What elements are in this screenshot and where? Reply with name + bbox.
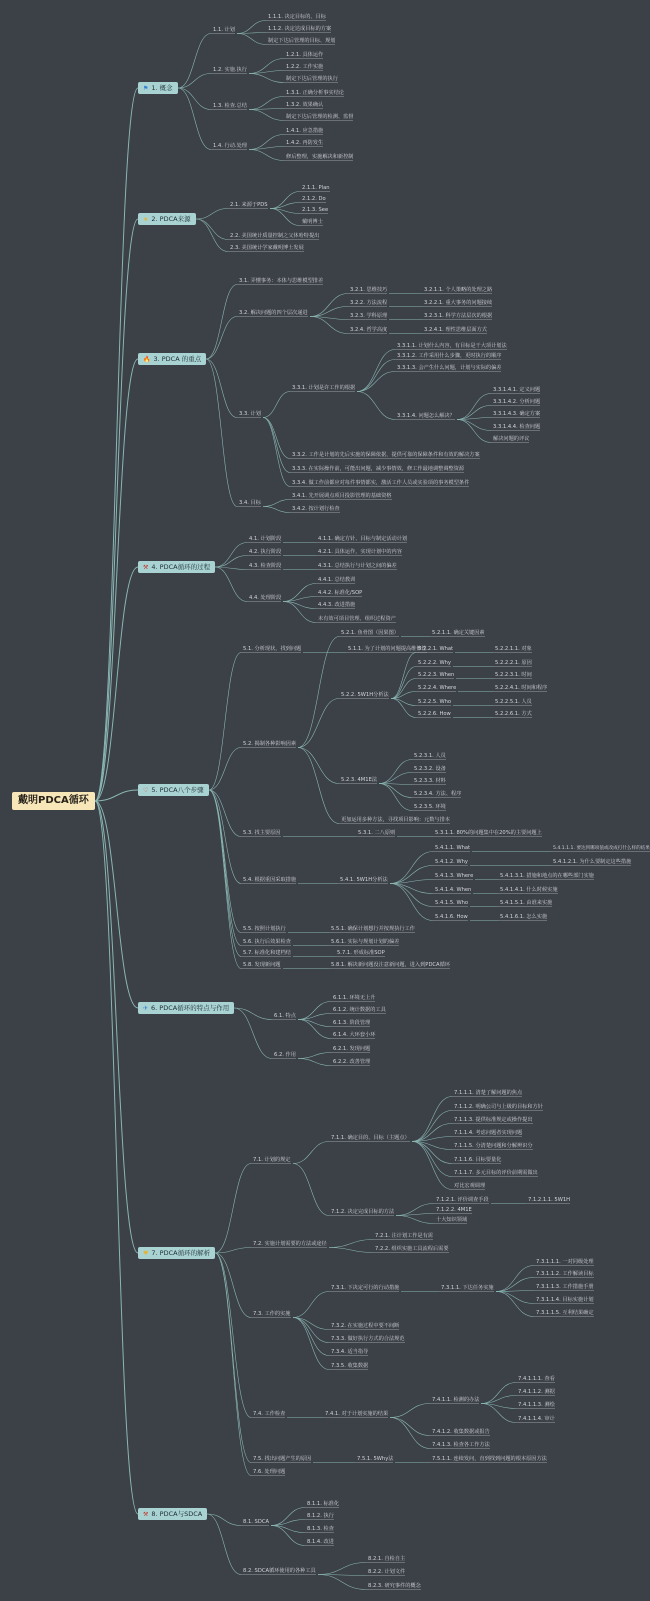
connector-line — [271, 1526, 305, 1546]
connector-line — [206, 359, 237, 418]
topic-node[interactable]: 1.4.1. 应急措施 — [286, 127, 324, 134]
topic-node[interactable]: 修后整理，实施解决和新控制 — [286, 153, 354, 160]
connector-line — [481, 1383, 516, 1404]
topic-node[interactable]: 5.4.1.6.1. 怎么实施 — [500, 913, 548, 920]
topic-node[interactable]: 3.2.3. 学科原理 — [350, 312, 388, 319]
connector-line — [95, 88, 138, 801]
topic-node[interactable]: 8.2. SDCA循环使用的各种工具 — [243, 1567, 316, 1574]
topic-node[interactable]: 7.4. 工作检查 — [253, 1410, 286, 1417]
topic-node[interactable]: 7.4.1.1. 检测的办法 — [432, 1396, 480, 1403]
topic-node[interactable]: 4.2.1. 具体运作，实现计划中的内容 — [318, 548, 402, 555]
topic-node[interactable]: 6.1.4. 大环套小环 — [333, 1031, 376, 1038]
topic-node[interactable]: 5.6. 执行后效果检查 — [243, 938, 291, 945]
connector-line — [391, 699, 416, 706]
connector-line — [496, 1278, 534, 1292]
topic-node[interactable]: 解决问题的评议 — [493, 435, 530, 442]
topic-node[interactable]: 5.2.2.6. How — [418, 710, 451, 717]
topic-node[interactable]: 7.1.1.4. 考虑问题者实现问题 — [454, 1129, 523, 1136]
connector-line — [263, 392, 290, 418]
topic-node[interactable]: 7.1.2. 决定完成目标的方法 — [331, 1208, 395, 1215]
connector-line — [390, 884, 433, 921]
topic-node[interactable]: 5.4.1.1.1. 要达到哪项值或改成打什么样的结果 — [553, 845, 650, 851]
topic-node[interactable]: 1.2.1. 具体运作 — [286, 51, 324, 58]
topic-node[interactable]: 7.3.1. 下决定可行的行动措施 — [331, 1284, 400, 1291]
topic-node[interactable]: 3.4. 目标 — [239, 499, 261, 506]
topic-node[interactable]: 5.4.1.1. What — [435, 844, 471, 851]
connector-line — [357, 392, 395, 420]
topic-node[interactable]: 4.3.1. 总结执行与计划之间的偏差 — [318, 562, 397, 569]
topic-node[interactable]: 3.2. 解决问题的四个层次递进 — [239, 309, 308, 316]
connector-line — [237, 21, 266, 34]
connector-line — [298, 1053, 331, 1059]
topic-node[interactable]: 8.2.1. 自检自主 — [368, 1555, 406, 1562]
topic-node[interactable]: 5.2.3. 4M1E法 — [341, 776, 378, 783]
topic-node[interactable]: 7.3.1.1.1. 一对同级处理 — [536, 1258, 594, 1265]
topic-node[interactable]: 5.2.1.1. 确定关键因素 — [432, 629, 485, 636]
topic-node[interactable]: 5.2.2.1.1. 对象 — [495, 645, 532, 652]
connector-line — [209, 790, 241, 969]
topic-node[interactable]: 8.1.2. 执行 — [307, 1512, 334, 1519]
topic-node[interactable]: 5.2.2.4.1. 时间和程序 — [495, 684, 548, 691]
topic-node[interactable]: 3.4.2. 按计划行检查 — [292, 505, 340, 512]
topic-node[interactable]: 制定下达后管理的目标、规划 — [268, 37, 336, 44]
connector-line — [249, 150, 284, 161]
connector-line — [412, 1142, 452, 1177]
connector-line — [412, 1142, 452, 1190]
section-topic-7[interactable] — [138, 1247, 215, 1259]
connector-line — [390, 884, 433, 907]
topic-node[interactable]: 1.4. 行动.处理 — [213, 142, 247, 149]
connector-line — [263, 500, 290, 507]
section-label: 6. PDCA循环的特点与作用 — [151, 1004, 230, 1012]
topic-node[interactable]: 5.2.1. 鱼骨图（因果图） — [341, 629, 399, 636]
connector-line — [457, 420, 491, 443]
topic-node[interactable]: 8.1. SDCA — [243, 1518, 270, 1525]
topic-node[interactable]: 3.3.1.4. 问题怎么解决？ — [397, 412, 455, 419]
topic-node[interactable]: 5.2.2.3. When — [418, 671, 455, 678]
topic-node[interactable]: 1.3. 检查.总结 — [213, 102, 247, 109]
connector-line — [318, 1563, 366, 1575]
connector-line — [215, 1253, 251, 1476]
topic-node[interactable]: 3.3.1.4.3. 确定方案 — [493, 410, 541, 417]
connector-line — [396, 1214, 434, 1216]
topic-node[interactable]: 3.3.4. 做工作前都应对每件事情都实，激活工作人员或实验项的事务模型条件 — [292, 479, 470, 486]
topic-node[interactable]: 7.4.1.3. 检查各工作方法 — [432, 1441, 490, 1448]
topic-node[interactable]: 对比宏观调理 — [454, 1182, 486, 1189]
section-label: 3. PDCA 的重点 — [153, 355, 202, 363]
connector-line — [390, 866, 433, 884]
topic-node[interactable]: 7.5. 找出问题产生的原因 — [253, 1455, 312, 1462]
topic-node[interactable]: 5.2.2.1. What — [418, 645, 454, 652]
connector-line — [215, 543, 247, 568]
connector-line — [457, 394, 491, 420]
topic-node[interactable]: 6.1.3. 阶段管理 — [333, 1019, 371, 1026]
topic-node[interactable]: 5.2.2.2.1. 原因 — [495, 659, 532, 666]
connector-line — [178, 88, 211, 110]
topic-node[interactable]: 7.1.1.3. 提供标准规定或操作提出 — [454, 1116, 533, 1123]
topic-node[interactable]: 7.1.2.2. 4M1E — [436, 1206, 472, 1213]
connector-line — [318, 1575, 366, 1590]
topic-node[interactable]: 未有效可项目管理、组织过程资产 — [318, 615, 396, 622]
connector-line — [412, 1097, 452, 1142]
topic-node[interactable]: 7.1.1.5. 分清楚问题和分解辨识分 — [454, 1142, 533, 1149]
connector-line — [178, 88, 211, 150]
topic-node[interactable]: 5.4.1.6. How — [435, 913, 468, 920]
connector-line — [95, 567, 138, 801]
connector-line — [215, 567, 247, 602]
connector-line — [390, 852, 433, 884]
flag-icon: ⚑ — [143, 85, 149, 92]
topic-node[interactable]: 5.2.3.5. 环境 — [414, 803, 446, 810]
connector-line — [293, 1318, 329, 1343]
connector-line — [379, 784, 412, 798]
connector-line — [496, 1292, 534, 1304]
connector-line — [215, 1164, 251, 1254]
heart-icon: ♥ — [143, 1250, 149, 1257]
connector-line — [298, 748, 339, 784]
topic-node[interactable]: 5.2.3.1. 人员 — [414, 752, 446, 759]
topic-node[interactable]: 制定下达后管理的执行 — [286, 75, 338, 82]
topic-node[interactable]: 4.4.1. 总结教训 — [318, 576, 356, 583]
topic-node[interactable]: 7.1.1.6. 目标要量化 — [454, 1156, 502, 1163]
root-topic[interactable]: 戴明PDCA循环 — [12, 792, 95, 810]
connector-line — [207, 1514, 241, 1526]
connector-line — [196, 219, 228, 240]
topic-node[interactable]: 2.1. 来源于PDS — [230, 201, 268, 208]
topic-node[interactable]: 3.3.3. 在实际操作前，可能出问题，减少事情效，修工作最地调整调整资源 — [292, 465, 465, 472]
topic-node[interactable]: 7.5.1. 5Why法 — [357, 1455, 394, 1462]
connector-line — [329, 1240, 373, 1248]
topic-node[interactable]: 5.4.1. 5W1H分析法 — [340, 876, 388, 883]
connector-line — [390, 1404, 430, 1418]
topic-node[interactable]: 7.3. 工作的实施 — [253, 1310, 291, 1317]
topic-node[interactable]: 2.2. 美国统计质量控制之父休哈特提出 — [230, 232, 320, 239]
topic-node[interactable]: 3.3.1. 计划是许工作的根据 — [292, 384, 356, 391]
connector-line — [357, 350, 395, 392]
topic-node[interactable]: 7.4.1.2. 收集数据或报告 — [432, 1428, 490, 1435]
connector-line — [293, 1142, 329, 1164]
topic-node[interactable]: 7.3.1.1. 下达任务实施 — [441, 1284, 494, 1291]
topic-node[interactable]: 4.4.3. 改进措施 — [318, 601, 356, 608]
topic-node[interactable]: 7.3.2. 在实施过程中要不间断 — [331, 1322, 400, 1329]
section-topic-8[interactable] — [138, 1508, 207, 1520]
topic-node[interactable]: 6.2.1. 发现问题 — [333, 1045, 371, 1052]
topic-node[interactable]: 5.2.2.5. Who — [418, 698, 452, 705]
topic-node[interactable]: 5.2.2.5.1. 人员 — [495, 698, 532, 705]
connector-line — [270, 192, 300, 209]
connector-line — [329, 1248, 373, 1253]
topic-node[interactable]: 7.4.1.1.4. 审计 — [518, 1415, 555, 1422]
connector-line — [379, 760, 412, 784]
topic-node[interactable]: 3.2.4. 哲学高度 — [350, 326, 388, 333]
topic-node[interactable]: 5.5.1. 确保计划想行并按规执行工作 — [331, 925, 415, 932]
topic-node[interactable]: 4.4. 处理阶段 — [249, 594, 282, 601]
topic-node[interactable]: 5.6.1. 实际与规划计划的偏差 — [331, 938, 400, 945]
connector-line — [249, 59, 284, 74]
topic-node[interactable]: 7.3.3. 做好执行方式的合法规范 — [331, 1335, 405, 1342]
star-icon: ★ — [143, 216, 149, 223]
topic-node[interactable]: 5.3.1.1. 80%的问题集中在20%的主要问题上 — [435, 829, 542, 836]
tools-icon: ⚒ — [143, 564, 149, 571]
topic-node[interactable]: 1.4.2. 再防发生 — [286, 139, 324, 146]
section-label: 5. PDCA八个步骤 — [151, 786, 204, 794]
topic-node[interactable]: 5.1. 分析现状，找到问题 — [243, 645, 302, 652]
topic-node[interactable]: 5.7. 标准化和建档结 — [243, 949, 291, 956]
connector-line — [196, 219, 228, 252]
topic-node[interactable]: 7.3.4. 适当指导 — [331, 1348, 369, 1355]
section-topic-2[interactable] — [138, 213, 196, 225]
connector-line — [95, 219, 138, 801]
connector-line — [298, 1020, 331, 1027]
topic-node[interactable]: 5.4.1.2.1. 为什么要制定这些措施 — [553, 858, 632, 865]
topic-node[interactable]: 2.1.2. Do — [302, 195, 326, 202]
section-topic-4[interactable] — [138, 561, 215, 573]
topic-node[interactable]: 5.2.2.6.1. 方式 — [495, 710, 532, 717]
topic-node[interactable]: 5.2.3.3. 材料 — [414, 777, 446, 784]
topic-node[interactable]: 5.4.1.2. Why — [435, 858, 468, 865]
connector-line — [249, 74, 284, 83]
topic-node[interactable]: 1.2. 实施.执行 — [213, 66, 247, 73]
connector-line — [310, 317, 348, 334]
topic-node[interactable]: 6.1.1. 环境无上升 — [333, 994, 376, 1001]
connector-line — [481, 1404, 516, 1423]
section-label: 4. PDCA循环的过程 — [151, 563, 211, 571]
topic-node[interactable]: 7.6. 处理问题 — [253, 1468, 286, 1475]
topic-node[interactable]: 7.2.1. 注计划工作是有需 — [375, 1232, 433, 1239]
topic-node[interactable]: 3.3. 计划 — [239, 410, 261, 417]
topic-node[interactable]: 7.3.5. 收集数据 — [331, 1362, 369, 1369]
connector-line — [396, 1216, 434, 1224]
topic-node[interactable]: 3.3.1.1. 计划什么内容，有目标是干大项计划法 — [397, 342, 507, 349]
topic-node[interactable]: 5.4.1.3. Where — [435, 872, 474, 879]
topic-node[interactable]: 2.3. 美国统计学家戴明博士发展 — [230, 244, 304, 251]
topic-node[interactable]: 7.4.1.1.3. 测绘 — [518, 1401, 555, 1408]
topic-node[interactable]: 6.1.2. 统计数据的工具 — [333, 1006, 386, 1013]
topic-node[interactable]: 更加运用多种方法，寻找项目影响：元数与排本 — [341, 816, 450, 823]
connector-line — [95, 359, 138, 801]
topic-node[interactable]: 5.1.1. 为了计划的问题提高维修性 — [348, 645, 427, 652]
connector-line — [293, 1164, 329, 1216]
topic-node[interactable]: 4.3. 检查阶段 — [249, 562, 282, 569]
connector-line — [357, 360, 395, 392]
topic-node[interactable]: 5.2.2. 5W1H分析法 — [341, 691, 389, 698]
tools-icon: ⚒ — [143, 1511, 149, 1518]
connector-line — [234, 1008, 272, 1059]
section-topic-5[interactable] — [138, 784, 209, 796]
topic-node[interactable]: 6.2. 作用 — [274, 1051, 296, 1058]
topic-node[interactable]: 5.4.1.4.1. 什么时候实施 — [500, 886, 558, 893]
topic-node[interactable]: 3.2.4.1. 理性思维层面方式 — [424, 326, 487, 333]
topic-node[interactable]: 7.1.1.1. 清楚了解问题的焦点 — [454, 1089, 523, 1096]
connector-line — [263, 507, 290, 513]
topic-node[interactable]: 3.1. 弄懂事务：本体与思维模型排差 — [239, 277, 324, 284]
connector-line — [95, 801, 138, 1008]
connector-line — [293, 1318, 329, 1370]
topic-node[interactable]: 3.2.3.1. 科学方法层次的根据 — [424, 312, 493, 319]
topic-node[interactable]: 8.1.3. 检查 — [307, 1525, 334, 1532]
connector-line — [271, 1526, 305, 1533]
topic-node[interactable]: 4.1.1. 确定方针、目标与制定活动计划 — [318, 535, 408, 542]
topic-node[interactable]: 5.3.1. 二八原则 — [358, 829, 396, 836]
topic-node[interactable]: 1.1. 计划 — [213, 26, 235, 33]
connector-line — [215, 1253, 251, 1318]
topic-node[interactable]: 1.2.2. 工作实施 — [286, 63, 324, 70]
topic-node[interactable]: 7.1.1.2. 明确公司与上级的目标和方针 — [454, 1103, 543, 1110]
topic-node[interactable]: 3.2.1. 思维技巧 — [350, 286, 388, 293]
connector-line — [391, 679, 416, 699]
topic-node[interactable]: 5.2.3.2. 设备 — [414, 765, 446, 772]
topic-node[interactable]: 4.4.2. 标准化/SOP — [318, 589, 363, 596]
topic-node[interactable]: 1.1.1. 决定目标的、目标 — [268, 13, 326, 20]
topic-node[interactable]: 5.2.3.4. 方法、程序 — [414, 790, 462, 797]
connector-line — [209, 748, 241, 791]
topic-node[interactable]: 5.4.1.3.1. 措施和地点的在哪些部门实施 — [500, 872, 594, 879]
topic-node[interactable]: 5.2.2.3.1. 时间 — [495, 671, 532, 678]
connector-line — [263, 418, 290, 487]
connector-line — [196, 209, 228, 220]
connector-line — [298, 1059, 331, 1066]
topic-node[interactable]: 8.2.3. 研究事件的概念 — [368, 1582, 421, 1589]
connector-line — [215, 556, 247, 568]
topic-node[interactable]: 7.4.1.1.1. 查看 — [518, 1375, 555, 1382]
section-topic-3[interactable] — [138, 353, 206, 365]
topic-node[interactable]: 3.3.1.4.1. 定义问题 — [493, 386, 541, 393]
connector-line — [95, 801, 138, 1253]
topic-node[interactable]: 3.3.1.4.4. 检查问题 — [493, 423, 541, 430]
topic-node[interactable]: 7.1.2.1.1. 5W1H — [528, 1196, 571, 1203]
topic-node[interactable]: 7.2. 实施计划需要的方法或途径 — [253, 1240, 327, 1247]
topic-node[interactable]: 3.3.2. 工作是计划的先后实施的保障依据，提供可靠的保障条件和有效的解决方案 — [292, 451, 480, 458]
section-topic-6[interactable] — [138, 1002, 234, 1014]
topic-node[interactable]: 5.8. 发现新问题 — [243, 961, 281, 968]
topic-node[interactable]: 5.2.2.2. Why — [418, 659, 451, 666]
heart-icon: ♡ — [143, 787, 149, 794]
fire-icon: 🔥 — [143, 356, 151, 363]
connector-line — [412, 1142, 452, 1164]
connector-line — [391, 699, 416, 718]
topic-node[interactable]: 5.3. 找主要原因 — [243, 829, 281, 836]
topic-node[interactable]: 1.3.1. 正确分析事实结论 — [286, 89, 344, 96]
topic-node[interactable]: 制定下达后管理的检测、监督 — [286, 113, 354, 120]
topic-node[interactable]: 戴明博士 — [302, 218, 323, 225]
topic-node[interactable]: 5.7.1. 形成标准SOP — [337, 949, 385, 956]
section-label: 1. 概念 — [151, 84, 173, 92]
topic-node[interactable]: 3.3.1.4.2. 分析问题 — [493, 398, 541, 405]
topic-node[interactable]: 7.1.1.7. 多元目标的评价前期需做出 — [454, 1169, 538, 1176]
connector-line — [178, 34, 211, 89]
topic-node[interactable]: 2.1.1. Plan — [302, 184, 330, 191]
connector-line — [249, 97, 284, 110]
connector-line — [390, 1418, 430, 1449]
topic-node[interactable]: 7.5.1.1. 连续发问，直到找到问题的根本原因方法 — [432, 1455, 547, 1462]
connector-line — [391, 667, 416, 699]
topic-node[interactable]: 7.3.1.1.4. 目标实施计划 — [536, 1296, 594, 1303]
topic-node[interactable]: 7.1.2.1. 评价调查手段 — [436, 1196, 489, 1203]
topic-node[interactable]: 5.4.1.5.1. 由谁来实施 — [500, 899, 553, 906]
connector-line — [263, 418, 290, 473]
connector-line — [310, 294, 348, 317]
topic-node[interactable]: 6.1. 特点 — [274, 1012, 296, 1019]
topic-node[interactable]: 3.3.1.2. 工作采用什么步骤，更时执行的顺序 — [397, 352, 502, 359]
connector-line — [215, 1253, 251, 1418]
connector-line — [249, 110, 284, 121]
topic-node[interactable]: 3.2.2. 方法流程 — [350, 299, 388, 306]
connector-line — [209, 790, 241, 957]
connector-line — [298, 748, 339, 824]
connector-line — [357, 372, 395, 392]
topic-node[interactable]: 7.4.1. 对于计划实施的结果 — [325, 1410, 389, 1417]
section-topic-1[interactable] — [138, 82, 178, 94]
topic-node[interactable]: 4.2. 执行阶段 — [249, 548, 282, 555]
connector-line — [298, 637, 339, 748]
topic-node[interactable]: 5.4.1.4. When — [435, 886, 472, 893]
connector-line — [496, 1266, 534, 1292]
connector-line — [207, 1514, 241, 1575]
topic-node[interactable]: 5.4. 根据重因采取措施 — [243, 876, 297, 883]
topic-node[interactable]: 7.4.1.1.2. 测据 — [518, 1388, 555, 1395]
topic-node[interactable]: 1.1.2. 决定达成目标的方案 — [268, 25, 332, 32]
topic-node[interactable]: 4.1. 计划阶段 — [249, 535, 282, 542]
connector-line — [206, 359, 237, 507]
topic-node[interactable]: 3.4.1. 先开展调点项目投影管理的基础资格 — [292, 492, 392, 499]
section-label: 2. PDCA来源 — [151, 215, 191, 223]
topic-node[interactable]: 3.3.1.3. 会产生什么问题，计划与实际的偏差 — [397, 364, 502, 371]
topic-node[interactable]: 7.1. 计划的规定 — [253, 1156, 291, 1163]
connector-line — [249, 135, 284, 150]
connector-line — [496, 1292, 534, 1317]
topic-node[interactable]: 5.4.1.5. Who — [435, 899, 469, 906]
connector-line — [457, 420, 491, 431]
section-label: 8. PDCA与SDCA — [151, 1510, 203, 1518]
connector-line — [310, 307, 348, 317]
connector-line — [298, 699, 339, 748]
topic-node[interactable]: 1.3.2. 效果确认 — [286, 101, 324, 108]
topic-node[interactable]: 5.8.1. 解决新问题没注意新问题，进入到PDCA循环 — [331, 961, 450, 968]
connector-line — [481, 1396, 516, 1404]
topic-node[interactable]: 十大知识领域 — [436, 1216, 468, 1223]
topic-node[interactable]: 7.3.1.1.2. 工作解读目标 — [536, 1270, 594, 1277]
connector-line — [293, 1292, 329, 1318]
connector-line — [283, 602, 316, 623]
topic-node[interactable]: 6.2.2. 改善管理 — [333, 1058, 371, 1065]
connector-line — [209, 790, 241, 933]
topic-node[interactable]: 3.2.2.1. 重大事务的问题接续 — [424, 299, 493, 306]
topic-node[interactable]: 5.2.2.4. Where — [418, 684, 457, 691]
topic-node[interactable]: 3.2.1.1. 个人策略的处理之路 — [424, 286, 493, 293]
paper-plane-icon: ✈ — [143, 1005, 149, 1012]
connector-line — [237, 34, 266, 45]
connector-line — [379, 773, 412, 784]
topic-node[interactable]: 2.1.3. See — [302, 206, 329, 213]
topic-node[interactable]: 8.1.1. 标准化 — [307, 1500, 340, 1507]
section-label: 7. PDCA循环的解析 — [151, 1249, 211, 1257]
connector-line — [206, 285, 237, 360]
topic-node[interactable]: 7.3.1.1.5. 互利结果确定 — [536, 1309, 594, 1316]
topic-node[interactable]: 5.5. 按照计划执行 — [243, 925, 286, 932]
topic-node[interactable]: 7.2.2. 组织实施工具流程后需要 — [375, 1245, 449, 1252]
topic-node[interactable]: 8.1.4. 改进 — [307, 1538, 334, 1545]
topic-node[interactable]: 7.1.1. 确定目的、目标（主题点） — [331, 1134, 410, 1141]
topic-node[interactable]: 7.3.1.1.3. 工作措施手册 — [536, 1283, 594, 1290]
topic-node[interactable]: 8.2.2. 计划文件 — [368, 1568, 406, 1575]
topic-node[interactable]: 5.2. 揭制各种影响因素 — [243, 740, 297, 747]
connector-line — [298, 1020, 331, 1039]
